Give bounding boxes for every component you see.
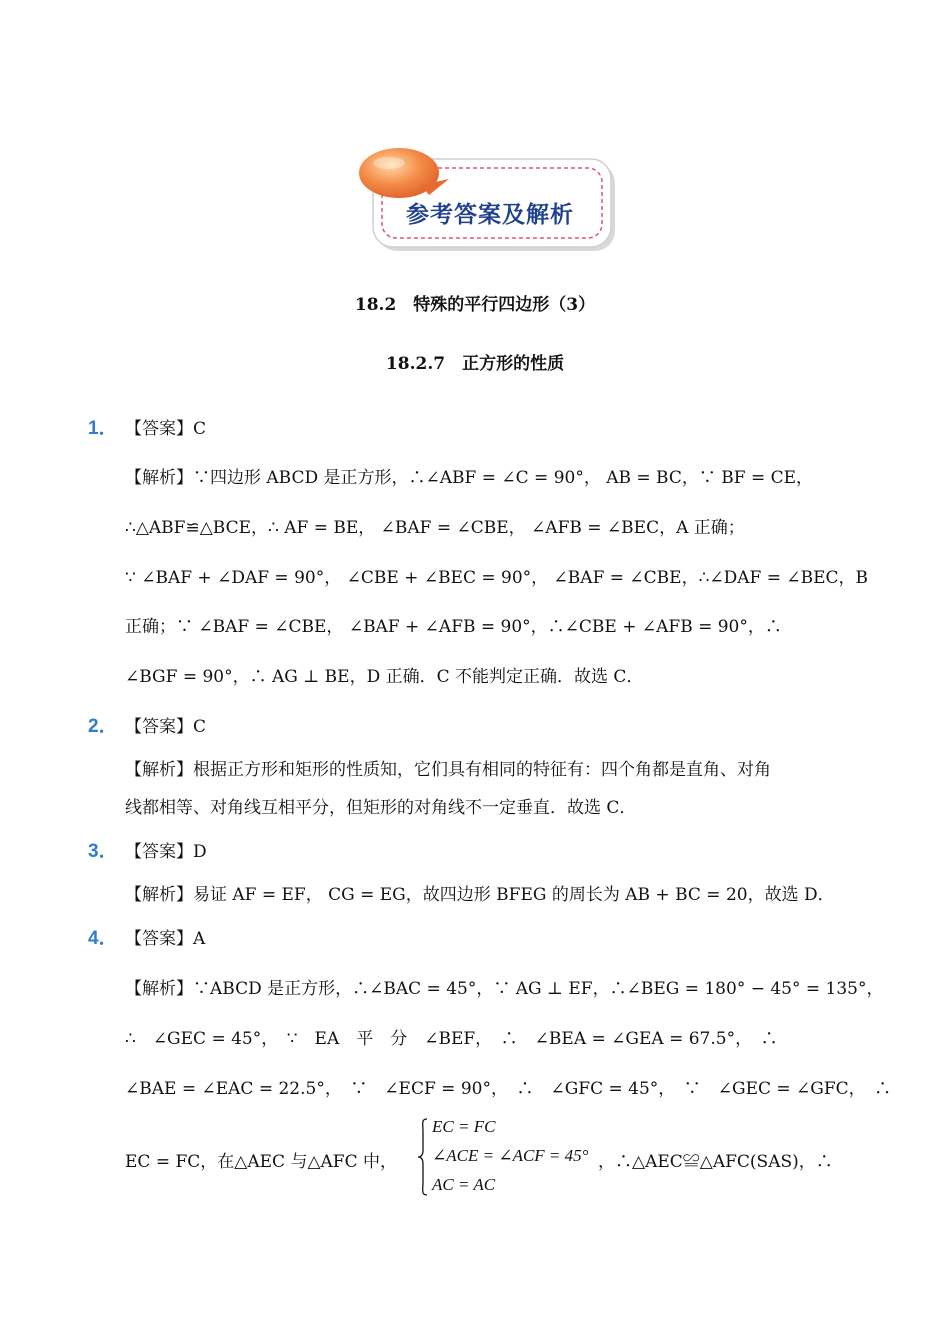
q2-explanation-line-1: 【解析】根据正方形和矩形的性质知，它们具有相同的特征有：四个角都是直角、对角 (125, 760, 771, 780)
question-number-2: 2． (88, 716, 118, 737)
subsection-heading: 18.2.7 正方形的性质 (385, 354, 565, 374)
q1-explanation-line-3: ∵ ∠BAF + ∠DAF = 90°， ∠CBE + ∠BEC = 90°， ∠BAF = ∠CBE，∴∠DAF = ∠BEC，B (125, 568, 869, 588)
answer-title: 参考答案及解析 (406, 202, 574, 228)
q1-explanation-line-5: ∠BGF = 90°，∴ AG ⊥ BE，D 正确．C 不能判定正确．故选 C． (125, 667, 644, 687)
q4-answer: 【答案】A (125, 929, 206, 949)
q1-explanation-line-1: 【解析】∵四边形 ABCD 是正方形，∴∠ABF = ∠C = 90°， AB = BC，∵ BF = CE， (125, 468, 814, 488)
section-heading: 18.2 特殊的平行四边形（3） (354, 295, 596, 315)
system-equation-1: EC = FC (432, 1117, 496, 1136)
q2-explanation-line-2: 线都相等、对角线互相平分，但矩形的对角线不一定垂直．故选 C． (125, 798, 637, 818)
q4-explanation-line-4-end: ，∴△AEC≌△AFC(SAS)，∴ (598, 1152, 833, 1172)
q4-explanation-line-2: ∴ ∠GEC = 45°， ∵ EA 平 分 ∠BEF， ∴ ∠BEA = ∠GEA = 67.5°， ∴ (125, 1029, 778, 1049)
q2-answer: 【答案】C (125, 717, 207, 737)
q1-explanation-line-2: ∴△ABF≌△BCE，∴ AF = BE， ∠BAF = ∠CBE， ∠AFB = ∠BEC，A 正确； (125, 518, 745, 538)
q3-explanation-line-1: 【解析】易证 AF = EF， CG = EG，故四边形 BFEG 的周长为 AB + BC = 20，故选 D． (125, 885, 835, 905)
q4-explanation-line-3: ∠BAE = ∠EAC = 22.5°， ∵ ∠ECF = 90°， ∴ ∠GFC = 45°， ∵ ∠GEC = ∠GFC， ∴ (125, 1079, 892, 1099)
question-number-4: 4． (88, 928, 118, 949)
question-number-1: 1． (88, 418, 118, 439)
left-brace-icon (417, 1118, 429, 1196)
q1-answer: 【答案】C (125, 419, 207, 439)
system-equation-2: ∠ACE = ∠ACF = 45° (432, 1146, 589, 1165)
system-equation-3: AC = AC (432, 1175, 496, 1194)
q4-explanation-line-1: 【解析】∵ABCD 是正方形，∴∠BAC = 45°，∵ AG ⊥ EF，∴∠BEG = 180° − 45° = 135°， (125, 979, 884, 999)
q3-answer: 【答案】D (125, 842, 207, 862)
q1-explanation-line-4: 正确；∵ ∠BAF = ∠CBE， ∠BAF + ∠AFB = 90°，∴∠CBE + ∠AFB = 90°，∴ (125, 617, 782, 637)
question-number-3: 3． (88, 841, 118, 862)
q4-explanation-line-4-start: EC = FC，在△AEC 与△AFC 中， (125, 1152, 397, 1172)
